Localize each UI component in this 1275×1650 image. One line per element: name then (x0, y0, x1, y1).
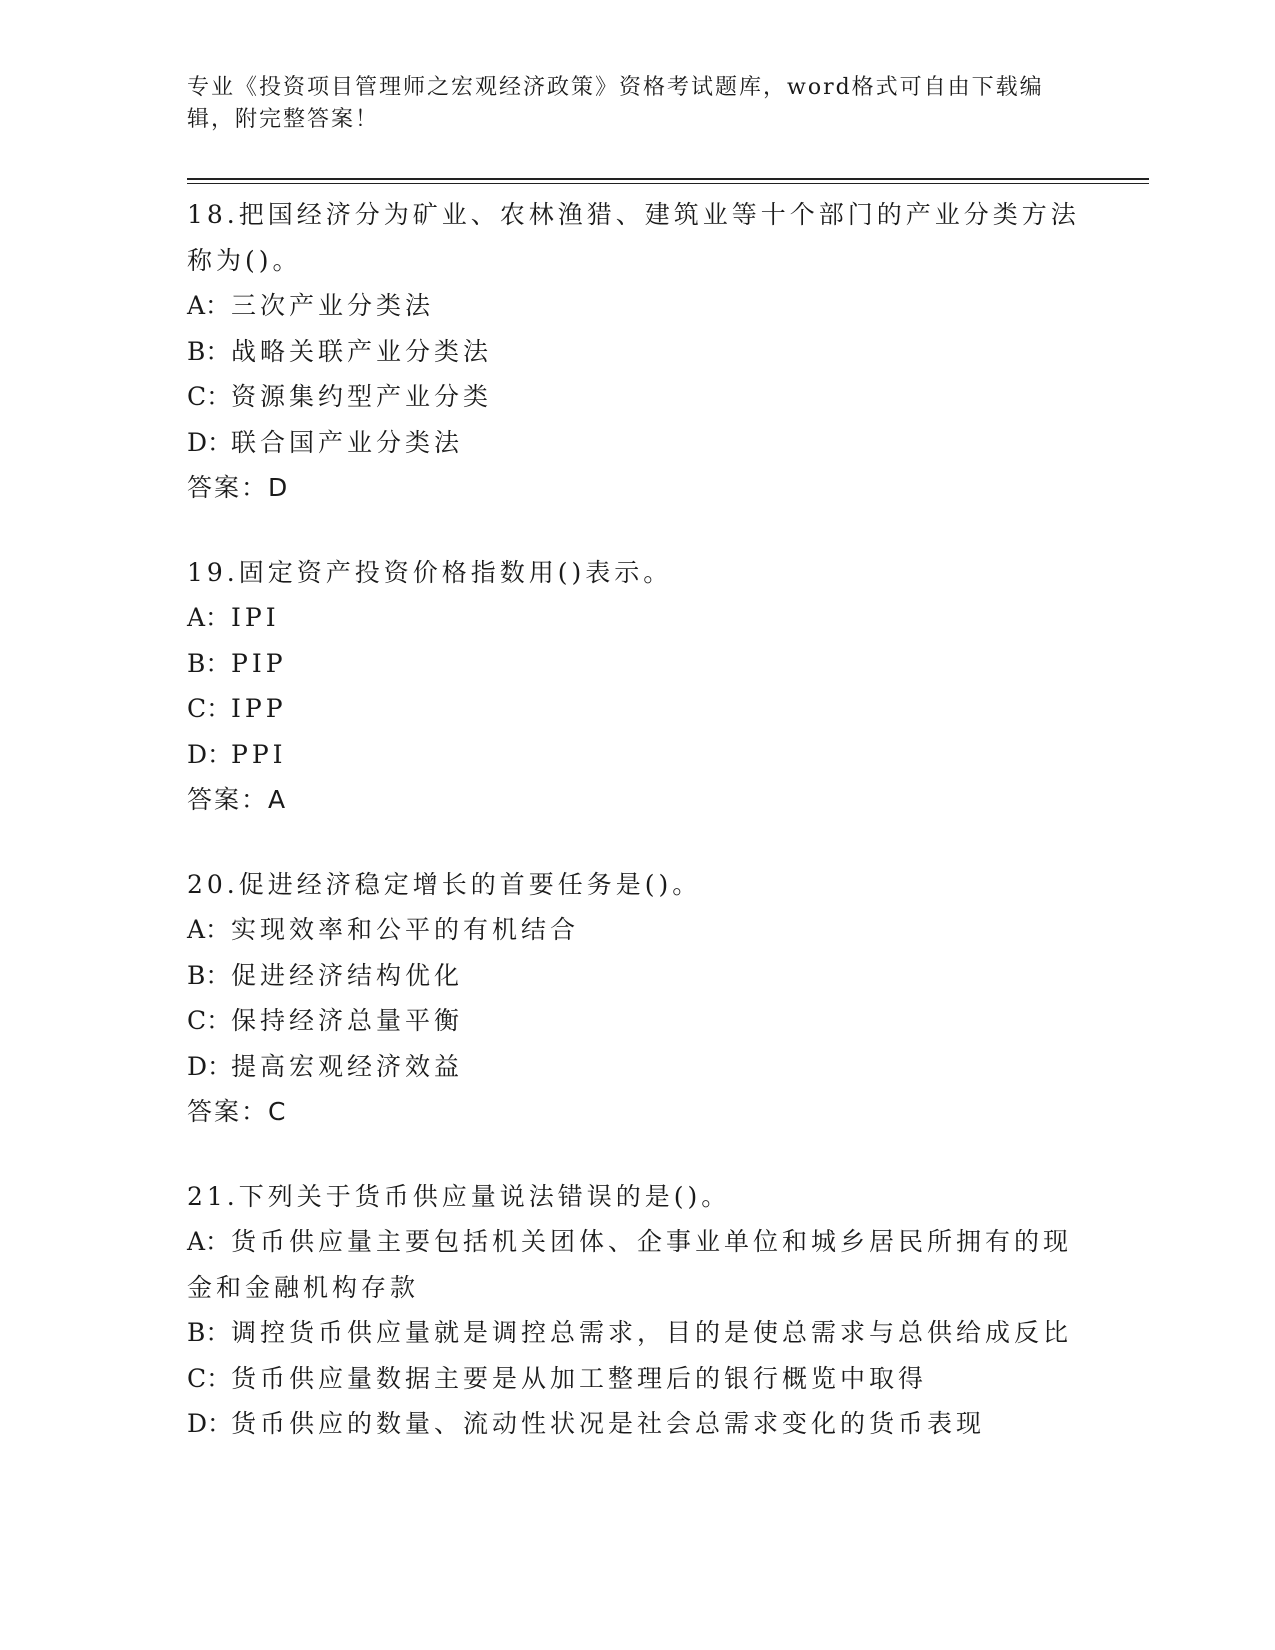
header-divider-thin (187, 183, 1149, 184)
option-key: A： (187, 915, 231, 944)
option-b (187, 641, 1087, 687)
option-key: D： (187, 1409, 233, 1438)
question-stem: 21.下列关于货币供应量说法错误的是()。 (187, 1181, 731, 1211)
option-c (187, 374, 1087, 420)
option-key: A： (187, 291, 231, 320)
option-text: 保持经济总量平衡 (231, 1006, 464, 1035)
option-text: 三次产业分类法 (231, 291, 435, 320)
option-text: 货币供应量主要包括机关团体、企事业单位和城乡居民所拥有的现金和金融机构存款 (187, 1227, 1073, 1302)
question-stem: 18.把国经济分为矿业、农林渔猎、建筑业等十个部门的产业分类方法称为()。 (187, 200, 1080, 275)
option-key: A： (187, 603, 231, 632)
option-key: D： (187, 1051, 233, 1081)
option-a (187, 907, 1087, 953)
page-header: 专业《投资项目管理师之宏观经济政策》资格考试题库，word格式可自由下载编辑，附完整答案！ (187, 75, 1044, 132)
option-text: IPP (231, 694, 287, 723)
question-stem: 20.促进经济稳定增长的首要任务是()。 (187, 869, 702, 899)
option-text: 联合国产业分类法 (231, 427, 464, 457)
option-text: 促进经济结构优化 (231, 960, 464, 990)
option-key: B： (187, 648, 231, 678)
option-key: B： (187, 960, 231, 990)
option-a (187, 595, 1087, 641)
option-key: C： (187, 694, 232, 723)
question-list (187, 192, 1087, 1486)
option-text: IPI (231, 603, 280, 632)
option-a (187, 283, 1087, 329)
option-text: 货币供应量数据主要是从加工整理后的银行概览中取得 (231, 1363, 928, 1393)
option-text: PPI (231, 739, 287, 769)
option-key: C： (187, 1006, 232, 1035)
option-d (187, 732, 1087, 778)
question-stem: 19.固定资产投资价格指数用()表示。 (187, 557, 673, 587)
option-a (187, 1219, 1087, 1310)
option-d (187, 1044, 1087, 1090)
option-key: D： (187, 739, 233, 769)
option-c (187, 686, 1087, 732)
answer-line: 答案：A (187, 785, 288, 814)
option-key: D： (187, 427, 233, 457)
question-18 (187, 192, 1087, 511)
answer-line: 答案：C (187, 1097, 288, 1126)
option-key: C： (187, 382, 232, 411)
option-key: C： (187, 1363, 232, 1393)
question-19 (187, 550, 1087, 823)
option-key: B： (187, 1318, 231, 1347)
option-d (187, 420, 1087, 466)
option-text: 战略关联产业分类法 (231, 336, 493, 366)
option-c (187, 998, 1087, 1044)
option-c (187, 1356, 1087, 1402)
option-text: 实现效率和公平的有机结合 (231, 915, 580, 944)
question-21 (187, 1174, 1087, 1447)
option-key: B： (187, 336, 231, 366)
option-d (187, 1401, 1087, 1447)
option-text: 资源集约型产业分类 (231, 382, 493, 411)
question-20 (187, 862, 1087, 1135)
option-text: 货币供应的数量、流动性状况是社会总需求变化的货币表现 (231, 1409, 986, 1438)
option-b (187, 953, 1087, 999)
answer-line: 答案：D (187, 473, 290, 502)
option-text: 提高宏观经济效益 (231, 1051, 464, 1081)
option-text: PIP (231, 648, 287, 678)
option-text: 调控货币供应量就是调控总需求，目的是使总需求与总供给成反比 (231, 1318, 1073, 1347)
option-b (187, 1310, 1087, 1356)
header-divider-thick (187, 178, 1149, 180)
option-key: A： (187, 1227, 231, 1256)
option-b (187, 329, 1087, 375)
